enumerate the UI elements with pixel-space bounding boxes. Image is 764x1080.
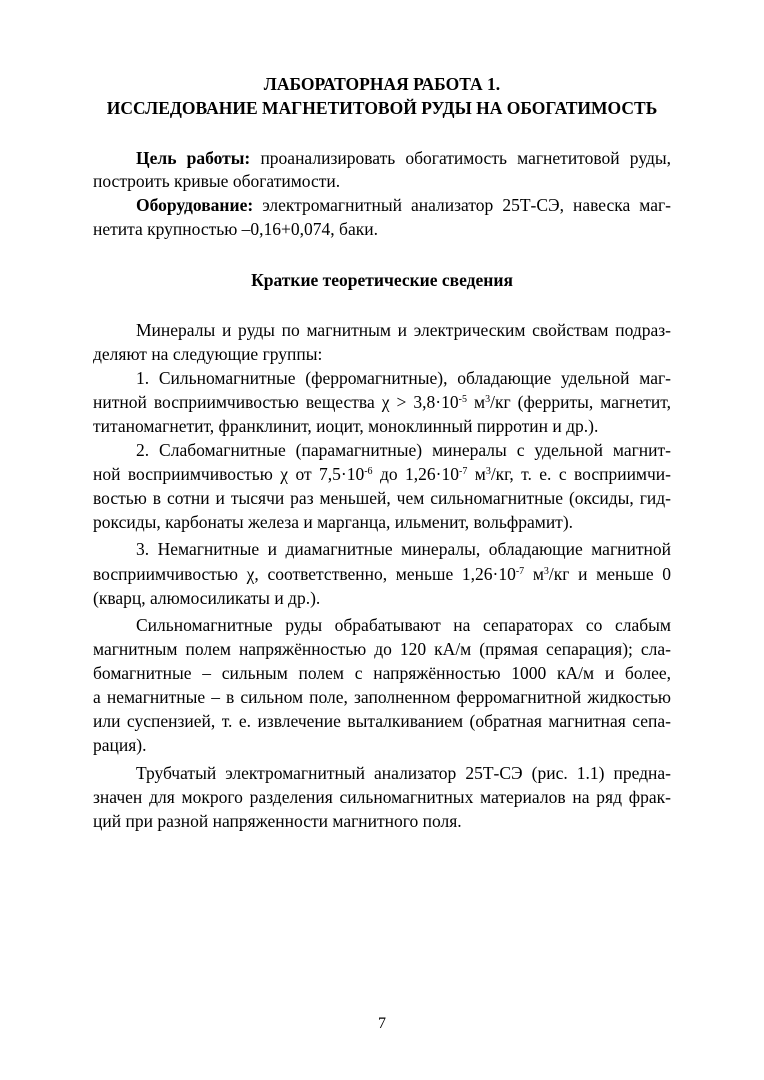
group2-line2-text-c: м (467, 464, 486, 484)
group1-line2-text-c: /кг (ферриты, магнетит, (490, 392, 671, 412)
analyzer-line2: значен для мокрого разделения сильномагнитных материалов на ряд фрак- (93, 787, 671, 807)
separation-line4: а немагнитные – в сильном поле, заполненном ферромагнитной жидкостью (93, 687, 671, 707)
group2-line4: роксиды, карбонаты железа и марганца, ильменит, вольфрамит). (93, 512, 574, 532)
separation-line1: Сильномагнитные руды обрабатывают на сепараторах со слабым (136, 615, 671, 635)
group1-line1: 1. Сильномагнитные (ферромагнитные), обладающие удельной маг- (136, 368, 671, 388)
group1-unit-exponent: 3 (485, 394, 491, 405)
group3-line1: 3. Немагнитные и диамагнитные минералы, обладающие магнитной (136, 539, 671, 559)
group2-line2-text-a: ной восприимчивостью χ от 7,5·10 (93, 464, 365, 484)
intro-line2: деляют на следующие группы: (93, 344, 323, 364)
group1-line2-text-a: нитной восприимчивостью вещества χ > 3,8·10 (93, 392, 459, 412)
equipment-text1: электромагнитный анализатор 25Т-СЭ, навеска маг- (262, 195, 671, 215)
group3-line2-text-b: м (524, 564, 544, 584)
group2-line2-text-b: до 1,26·10 (372, 464, 459, 484)
group2-unit-exponent: 3 (485, 466, 491, 477)
equipment-line2: нетита крупностью –0,16+0,074, баки. (93, 219, 378, 239)
analyzer-line3: ций при разной напряженности магнитного поля. (93, 811, 462, 831)
group1-line2 (93, 394, 671, 412)
group3-unit-exponent: 3 (543, 566, 549, 577)
equipment-label: Оборудование: (136, 195, 254, 215)
goal-text1: проанализировать обогатимость магнетитовой руды, (260, 148, 672, 168)
analyzer-line1: Трубчатый электромагнитный анализатор 25Т-СЭ (рис. 1.1) предна- (136, 763, 671, 783)
group2-exponent-1: -6 (364, 466, 373, 477)
group3-line3: (кварц, алюмосиликаты и др.). (93, 588, 321, 608)
separation-line6: рация). (93, 735, 147, 755)
section-heading: Краткие теоретические сведения (251, 270, 513, 290)
group1-line3: титаномагнетит, франклинит, иоцит, моноклинный пирротин и др.). (93, 416, 599, 436)
group3-line2 (93, 566, 671, 584)
page-number: 7 (378, 1015, 386, 1032)
group3-line2-text-c: /кг и меньше 0 (548, 564, 671, 584)
lab-title-line2: ИССЛЕДОВАНИЕ МАГНЕТИТОВОЙ РУДЫ НА ОБОГАТИМОСТЬ (106, 98, 658, 118)
group2-line2-text-d: /кг, т. е. с восприимчи- (490, 464, 671, 484)
intro-line1: Минералы и руды по магнитным и электрическим свойствам подраз- (136, 320, 671, 340)
goal-label: Цель работы: (136, 148, 251, 168)
group1-exponent: -5 (458, 394, 467, 405)
group1-line2-text-b: м (466, 392, 486, 412)
equipment-line1 (136, 197, 671, 215)
group3-exponent: -7 (515, 566, 525, 577)
lab-title-line1: ЛАБОРАТОРНАЯ РАБОТА 1. (263, 74, 501, 94)
separation-line3: бомагнитные – сильным полем с напряжённостью 1000 кА/м и более, (93, 663, 671, 683)
separation-line2: магнитным полем напряжённостью до 120 кА/м (прямая сепарация); сла- (93, 639, 671, 659)
group2-line3: востью в сотни и тысячи раз меньшей, чем сильномагнитные (оксиды, гид- (93, 488, 671, 508)
group2-line1: 2. Слабомагнитные (парамагнитные) минералы с удельной магнит- (136, 440, 671, 460)
group3-line2-text-a: восприимчивостью χ, соответственно, меньше 1,26·10 (93, 564, 516, 584)
group2-line2 (93, 466, 671, 484)
separation-line5: или суспензией, т. е. извлечение выталкиванием (обратная магнитная сепа- (93, 711, 671, 731)
group2-exponent-2: -7 (458, 466, 468, 477)
goal-line2: построить кривые обогатимости. (93, 171, 341, 191)
goal-line1 (136, 150, 671, 168)
